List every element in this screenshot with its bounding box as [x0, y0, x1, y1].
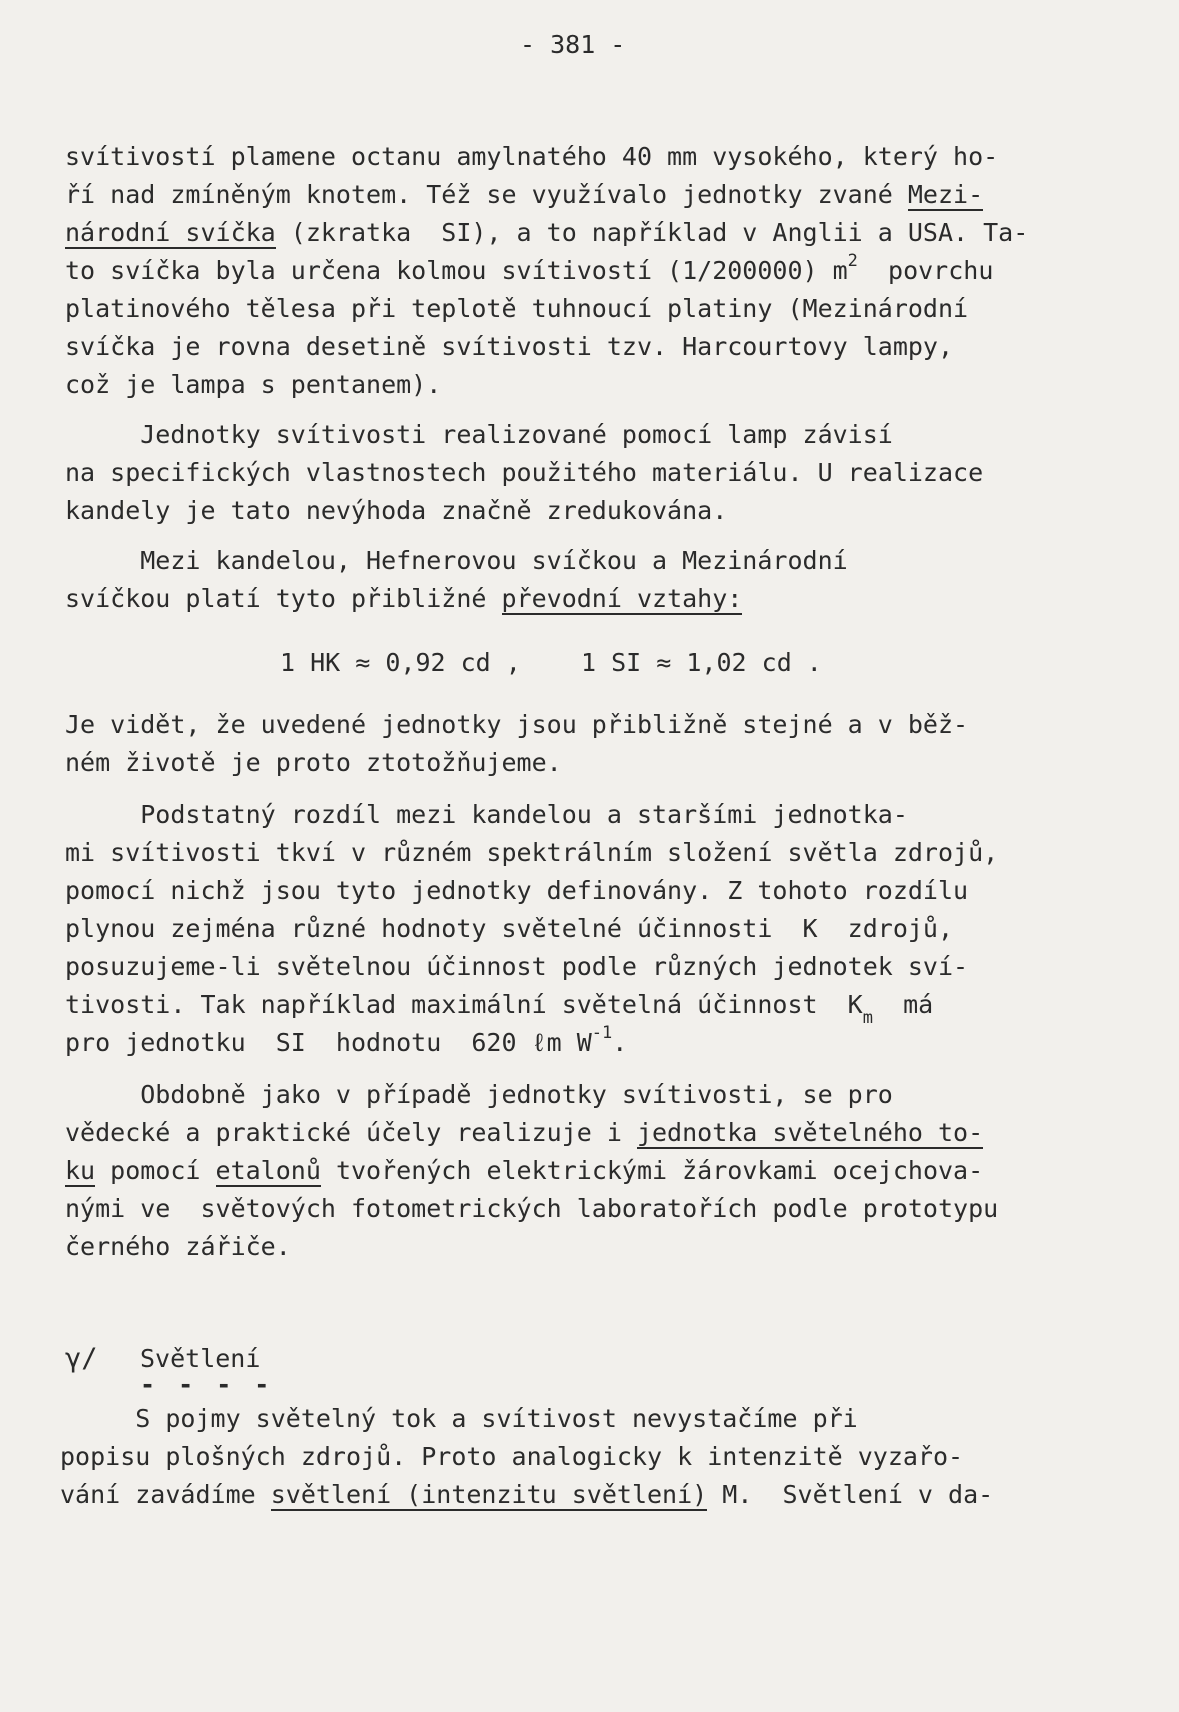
p5-line-7	[65, 1023, 628, 1058]
p6-line-5: černého zářiče.	[65, 1232, 291, 1261]
p3-line-1: Mezi kandelou, Hefnerovou svíčkou a Mezinárodní	[65, 546, 848, 575]
p5-line-3: pomocí nichž jsou tyto jednotky definovány. Z tohoto rozdílu	[65, 876, 969, 905]
p5-line-5: posuzujeme-li světelnou účinnost podle různých jednotek sví-	[65, 952, 969, 981]
p1-line-2-text: ří nad zmíněným knotem. Též se využívalo jednotky zvané	[65, 180, 908, 209]
p5-line-2: mi svítivosti tkví v různém spektrálním složení světla zdrojů,	[65, 838, 999, 867]
underlined-term-svetleni: světlení (intenzitu světlení)	[270, 1480, 708, 1509]
p1-line-4	[65, 251, 994, 286]
underlined-term-svicka: národní svíčka	[65, 218, 276, 247]
section-marker: γ/	[65, 1343, 98, 1374]
p5-line-6-end: má	[872, 990, 934, 1019]
section-title: Světlení	[140, 1344, 261, 1373]
p7-line-1: S pojmy světelný tok a svítivost nevystačíme při	[60, 1404, 858, 1433]
p1-line-1: svítivostí plamene octanu amylnatého 40 mm vysokého, který ho-	[65, 142, 999, 171]
p1-line-3	[65, 218, 1028, 248]
p6-line-3	[65, 1156, 983, 1186]
p5-line-1: Podstatný rozdíl mezi kandelou a staršími jednotka-	[65, 800, 908, 829]
p4-line-1: Je vidět, že uvedené jednotky jsou přibližně stejné a v běž-	[65, 710, 969, 739]
p6-line-4: nými ve světových fotometrických laboratořích podle prototypu	[65, 1194, 999, 1223]
p6-line-2	[65, 1118, 983, 1148]
p5-line-7-end: .	[612, 1028, 628, 1057]
p7-line-2: popisu plošných zdrojů. Proto analogicky k intenzitě vyzařo-	[60, 1442, 964, 1471]
underlined-term-prevodni-vztahy: převodní vztahy:	[501, 584, 743, 613]
p1-line-7: což je lampa s pentanem).	[65, 370, 442, 399]
conversion-formula: 1 HK ≈ 0,92 cd , 1 SI ≈ 1,02 cd .	[280, 648, 822, 677]
underlined-term-mezinarodni: Mezi-	[907, 180, 984, 209]
p2-line-2: na specifických vlastnostech použitého materiálu. U realizace	[65, 458, 984, 487]
p5-line-7-text: pro jednotku SI hodnotu 620 ℓm W	[65, 1028, 592, 1057]
p6-line-3-end: tvořených elektrickými žárovkami ocejchova-	[320, 1156, 984, 1185]
underlined-term-jednotka-toku: jednotka světelného to-	[636, 1118, 984, 1147]
p2-line-3: kandely je tato nevýhoda značně zredukována.	[65, 496, 728, 525]
p5-line-6-text: tivosti. Tak například maximální světelná účinnost K	[65, 990, 863, 1019]
p1-line-5: platinového tělesa při teplotě tuhnoucí platiny (Mezinárodní	[65, 294, 969, 323]
p6-line-3-text: pomocí	[95, 1156, 216, 1185]
section-title-underline: - - - -	[140, 1370, 274, 1399]
p1-line-6: svíčka je rovna desetině svítivosti tzv. Harcourtovy lampy,	[65, 332, 954, 361]
p1-line-4-text: to svíčka byla určena kolmou svítivostí (1/200000) m	[65, 256, 848, 285]
underlined-term-ku: ku	[65, 1156, 96, 1185]
underlined-term-etalonu: etalonů	[215, 1156, 321, 1185]
p5-line-6	[65, 990, 934, 1028]
superscript-minus-1: -1	[591, 1023, 613, 1043]
p5-line-4: plynou zejména různé hodnoty světelné účinnosti K zdrojů,	[65, 914, 954, 943]
p3-line-2-text: svíčkou platí tyto přibližné	[65, 584, 502, 613]
p1-line-3-text: (zkratka SI), a to například v Anglii a USA. Ta-	[275, 218, 1029, 247]
p2-line-1: Jednotky svítivosti realizované pomocí lamp závisí	[65, 420, 893, 449]
p7-line-3-end: M. Světlení v da-	[707, 1480, 994, 1509]
p1-line-2	[65, 180, 983, 210]
p6-line-2-text: vědecké a praktické účely realizuje i	[65, 1118, 637, 1147]
p6-line-1: Obdobně jako v případě jednotky svítivosti, se pro	[65, 1080, 893, 1109]
p7-line-3	[60, 1480, 993, 1510]
page-number: - 381 -	[520, 30, 626, 59]
subscript-m: m	[862, 1008, 873, 1028]
p3-line-2	[65, 584, 742, 614]
p4-line-2: ném životě je proto ztotožňujeme.	[65, 748, 562, 777]
p7-line-3-text: vání zavádíme	[60, 1480, 271, 1509]
superscript-2: 2	[847, 251, 858, 271]
p1-line-4-end: povrchu	[857, 256, 994, 285]
